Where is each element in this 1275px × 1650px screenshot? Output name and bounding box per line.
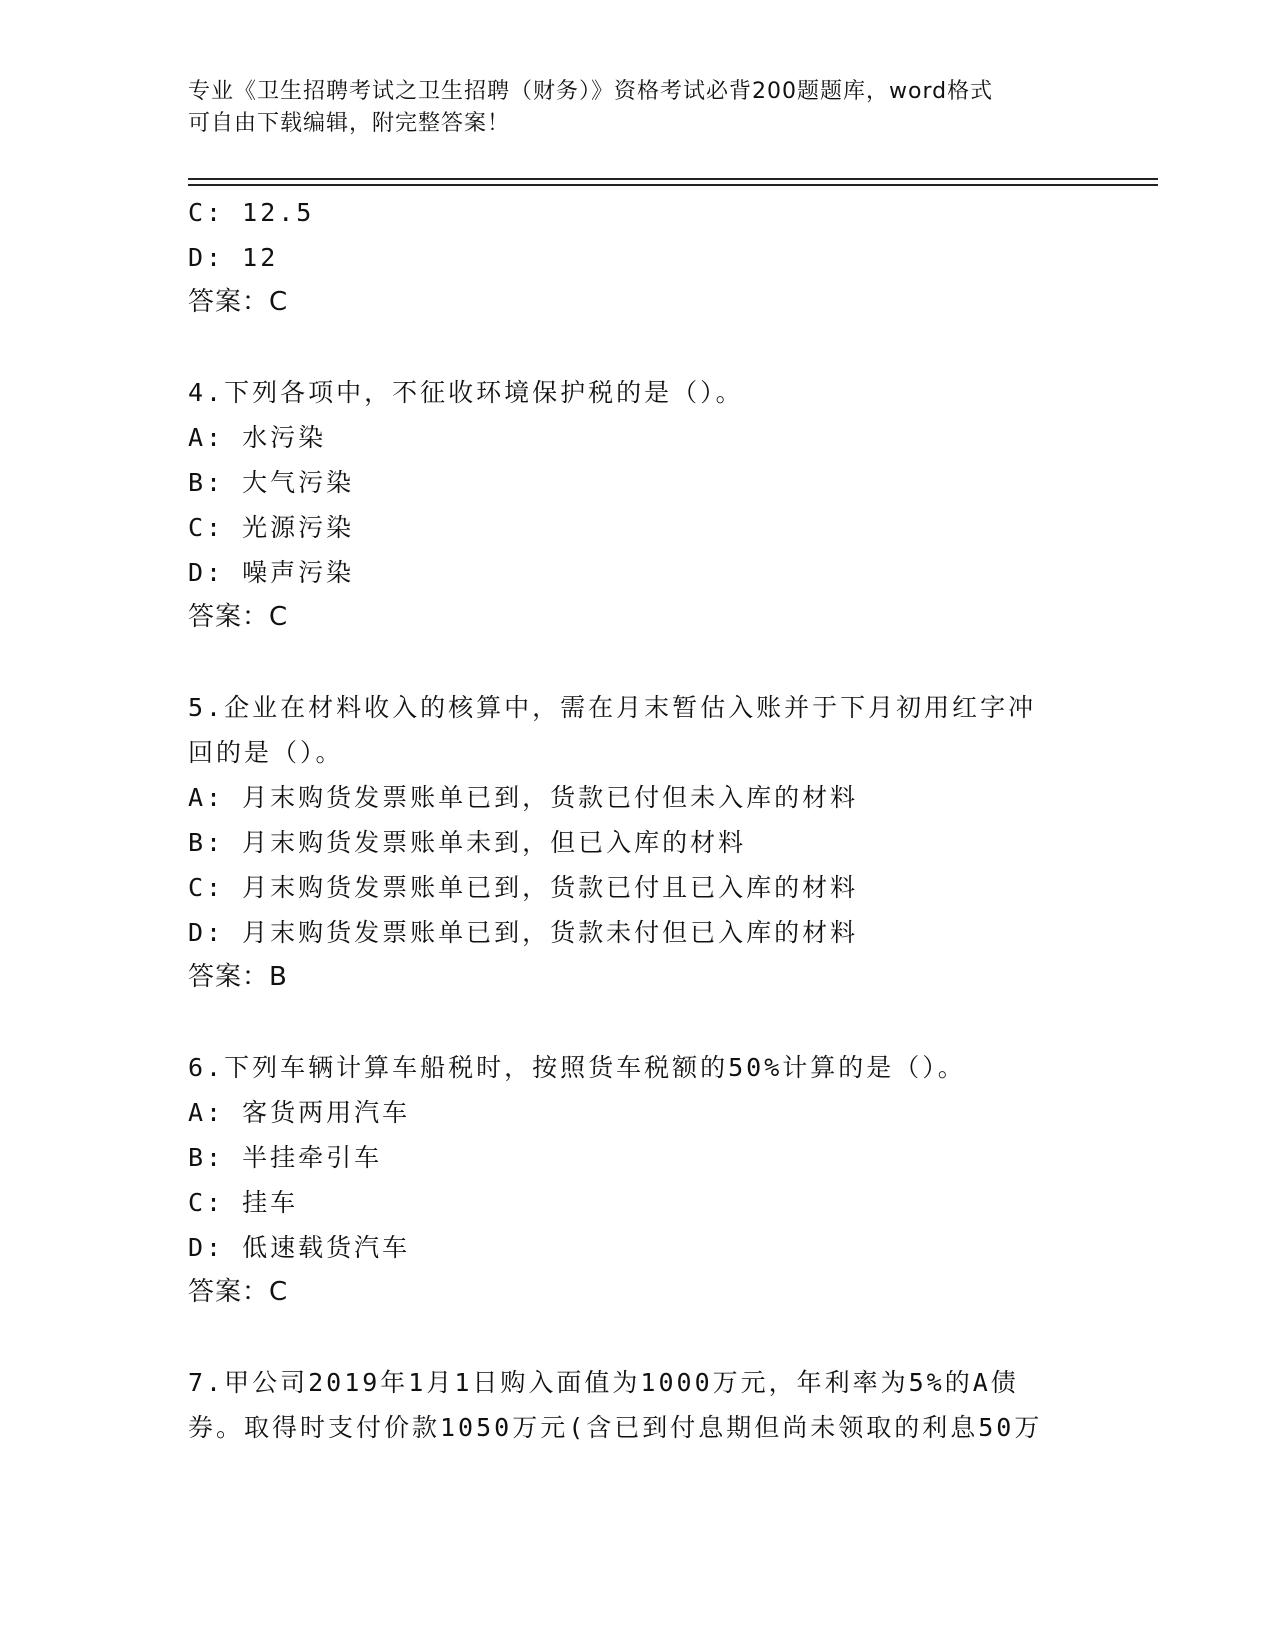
question-5 (188, 685, 1088, 1000)
q3-option-d: D: 12 (188, 243, 279, 272)
q6-option-b: B: 半挂牵引车 (188, 1143, 383, 1172)
q5-option-b: B: 月末购货发票账单未到，但已入库的材料 (188, 828, 747, 857)
header-title-line-1: 专业《卫生招聘考试之卫生招聘（财务）》资格考试必背200题题库，word格式 (188, 79, 994, 104)
q4-option-c: C: 光源污染 (188, 513, 355, 542)
q4-answer: 答案：C (188, 602, 289, 632)
question-list (188, 190, 1088, 1450)
header-divider-top (188, 178, 1158, 180)
question-7 (188, 1360, 1088, 1450)
q4-option-a: A: 水污染 (188, 423, 327, 452)
q3-option-c: C: 12.5 (188, 198, 315, 227)
q5-option-a: A: 月末购货发票账单已到，货款已付但未入库的材料 (188, 783, 859, 812)
q6-option-c: C: 挂车 (188, 1188, 299, 1217)
question-3-tail (188, 190, 1088, 325)
q4-option-b: B: 大气污染 (188, 468, 355, 497)
q5-answer: 答案：B (188, 962, 288, 992)
header-title-line-2: 可自由下载编辑，附完整答案！ (188, 111, 511, 136)
q3-answer: 答案：C (188, 287, 289, 317)
header-divider-bottom (188, 184, 1158, 186)
q5-stem-line-1: 5.企业在材料收入的核算中，需在月末暂估入账并于下月初用红字冲 (188, 693, 1037, 722)
question-6 (188, 1045, 1088, 1315)
q4-option-d: D: 噪声污染 (188, 558, 355, 587)
q6-answer: 答案：C (188, 1277, 289, 1307)
q5-option-c: C: 月末购货发票账单已到，货款已付且已入库的材料 (188, 873, 859, 902)
q6-option-a: A: 客货两用汽车 (188, 1098, 411, 1127)
q5-stem-line-2: 回的是（）。 (188, 738, 344, 767)
q5-option-d: D: 月末购货发票账单已到，货款未付但已入库的材料 (188, 918, 859, 947)
question-4 (188, 370, 1088, 640)
document-header (188, 76, 1068, 140)
q4-stem: 4.下列各项中，不征收环境保护税的是（）。 (188, 378, 744, 407)
spacer (188, 1000, 1088, 1045)
q7-stem-line-1: 7.甲公司2019年1月1日购入面值为1000万元，年利率为5%的A债 (188, 1368, 1019, 1397)
q6-option-d: D: 低速载货汽车 (188, 1233, 411, 1262)
q7-stem-line-2: 券。取得时支付价款1050万元(含已到付息期但尚未领取的利息50万 (188, 1413, 1043, 1442)
q6-stem: 6.下列车辆计算车船税时，按照货车税额的50%计算的是（）。 (188, 1053, 966, 1082)
spacer (188, 640, 1088, 685)
spacer (188, 1315, 1088, 1360)
spacer (188, 325, 1088, 370)
